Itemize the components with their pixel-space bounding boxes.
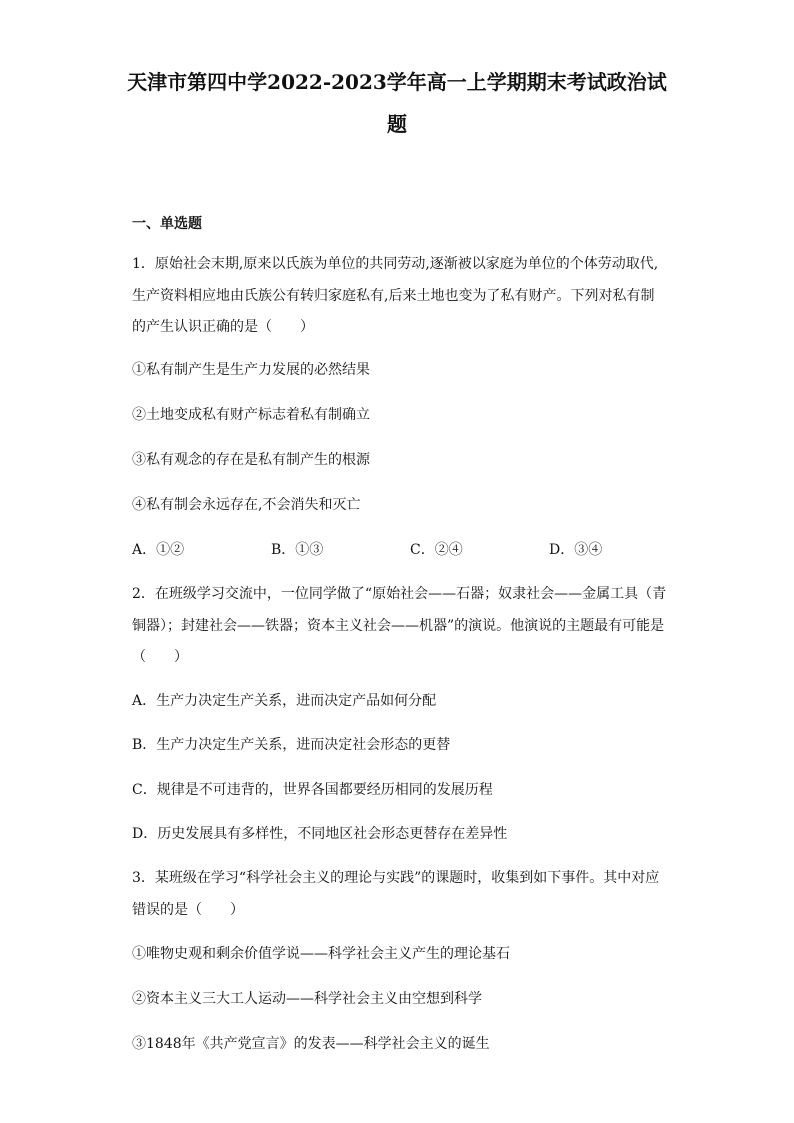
q2-option-a: A．生产力决定生产关系，进而决定产品如何分配 [132, 693, 437, 709]
q3-statement-3: ③1848年《共产党宣言》的发表——科学社会主义的诞生 [132, 1036, 490, 1052]
q1-option-d: D．③④ [549, 542, 603, 558]
q1-statement-3: ③私有观念的存在是私有制产生的根源 [132, 452, 370, 468]
q2-option-b: B．生产力决定生产关系，进而决定社会形态的更替 [132, 737, 451, 753]
q2-stem-line-2: 铜器）；封建社会——铁器；资本主义社会——机器”的演说。他演说的主题最有可能是 [132, 618, 665, 634]
q1-stem-line-3: 的产生认识正确的是（ ） [132, 319, 314, 335]
q2-option-d: D．历史发展具有多样性，不同地区社会形态更替存在差异性 [132, 826, 508, 842]
q1-option-a: A．①② [132, 542, 185, 558]
q3-statement-2: ②资本主义三大工人运动——科学社会主义由空想到科学 [132, 991, 482, 1007]
q1-stem-line-1: 1．原始社会末期,原来以氏族为单位的共同劳动,逐渐被以家庭为单位的个体劳动取代, [132, 256, 659, 272]
q1-statement-1: ①私有制产生是生产力发展的必然结果 [132, 362, 370, 378]
q1-statement-2: ②土地变成私有财产标志着私有制确立 [132, 407, 370, 423]
section-heading: 一、单选题 [132, 216, 202, 232]
document-title-line-2: 题 [387, 112, 407, 136]
q2-stem-line-1: 2．在班级学习交流中，一位同学做了“原始社会——石器；奴隶社会——金属工具（青 [132, 586, 667, 602]
q3-stem-line-2: 错误的是（ ） [132, 902, 244, 918]
q2-option-c: C．规律是不可违背的，世界各国都要经历相同的发展历程 [132, 782, 493, 798]
q1-option-b: B．①③ [271, 542, 324, 558]
q3-stem-line-1: 3．某班级在学习“科学社会主义的理论与实践”的课题时，收集到如下事件。其中对应 [132, 870, 660, 886]
q1-option-c: C．②④ [410, 542, 463, 558]
q2-stem-line-3: （ ） [132, 649, 188, 665]
q1-statement-4: ④私有制会永远存在,不会消失和灭亡 [132, 497, 361, 513]
q3-statement-1: ①唯物史观和剩余价值学说——科学社会主义产生的理论基石 [132, 946, 510, 962]
q1-stem-line-2: 生产资料相应地由氏族公有转归家庭私有,后来土地也变为了私有财产。下列对私有制 [132, 288, 655, 304]
document-title-line-1: 天津市第四中学2022-2023学年高一上学期期末考试政治试 [127, 70, 667, 94]
